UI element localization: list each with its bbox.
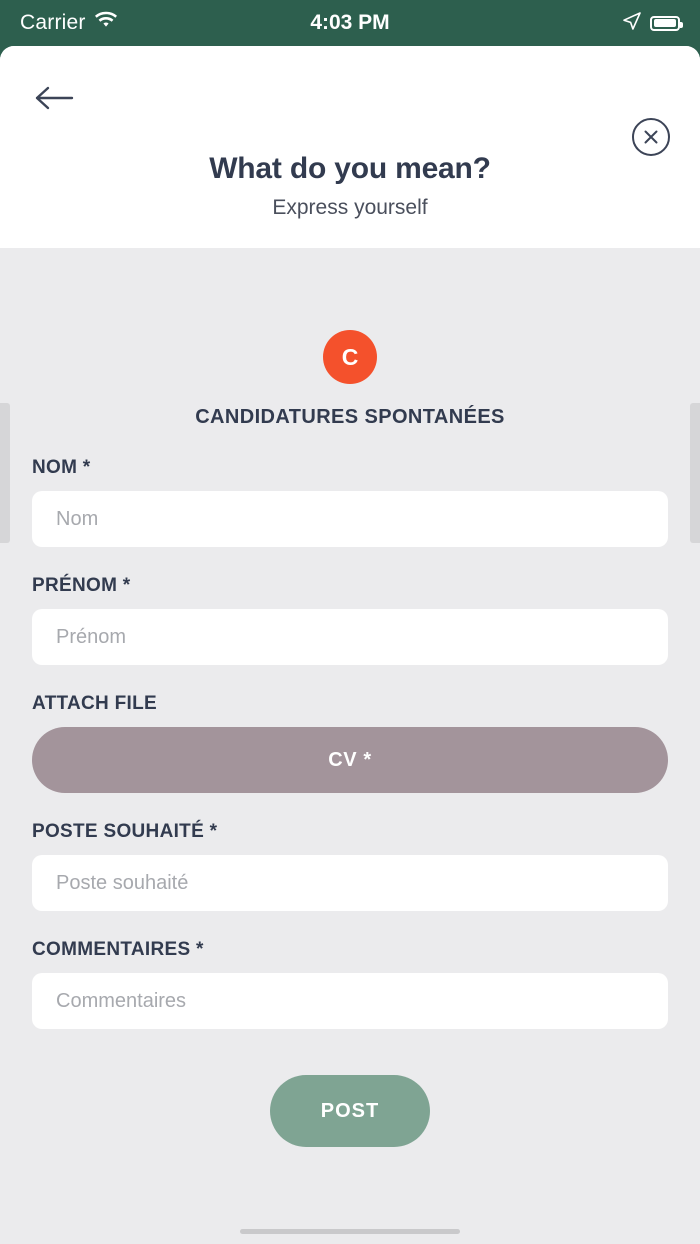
field-label-commentaires: COMMENTAIRES * [32,939,204,960]
status-bar [0,0,700,46]
modal-sheet [0,46,700,1244]
location-arrow-icon [623,12,641,35]
field-attach-file [32,693,668,793]
page-subtitle: Express yourself [272,196,428,219]
submit-row [32,1075,668,1147]
field-label-poste-souhaite: POSTE SOUHAITÉ * [32,821,218,842]
status-right [623,12,680,35]
field-prenom [32,575,668,665]
wifi-icon [94,11,118,35]
field-label-prenom: PRÉNOM * [32,575,131,596]
form-container [0,248,700,1244]
sheet-header [0,46,700,248]
side-strip-left [0,403,10,543]
battery-full-icon [650,16,680,31]
back-arrow-icon[interactable] [32,76,76,120]
commentaires-input[interactable] [32,973,668,1029]
close-icon[interactable] [632,118,670,156]
prenom-input[interactable] [32,609,668,665]
post-button[interactable]: POST [270,1075,430,1147]
form-title: CANDIDATURES SPONTANÉES [195,406,505,428]
page-title: What do you mean? [209,152,491,185]
status-left [20,11,118,35]
field-poste-souhaite [32,821,668,911]
nom-input[interactable] [32,491,668,547]
status-time: 4:03 PM [310,11,390,34]
field-commentaires [32,939,668,1029]
field-nom [32,457,668,547]
attach-cv-button[interactable]: CV * [32,727,668,793]
avatar: C [323,330,377,384]
field-label-attach-file: ATTACH FILE [32,693,158,714]
field-label-nom: NOM * [32,457,91,478]
poste-souhaite-input[interactable] [32,855,668,911]
carrier-label: Carrier [20,11,86,34]
side-strip-right [690,403,700,543]
home-indicator [240,1229,460,1234]
